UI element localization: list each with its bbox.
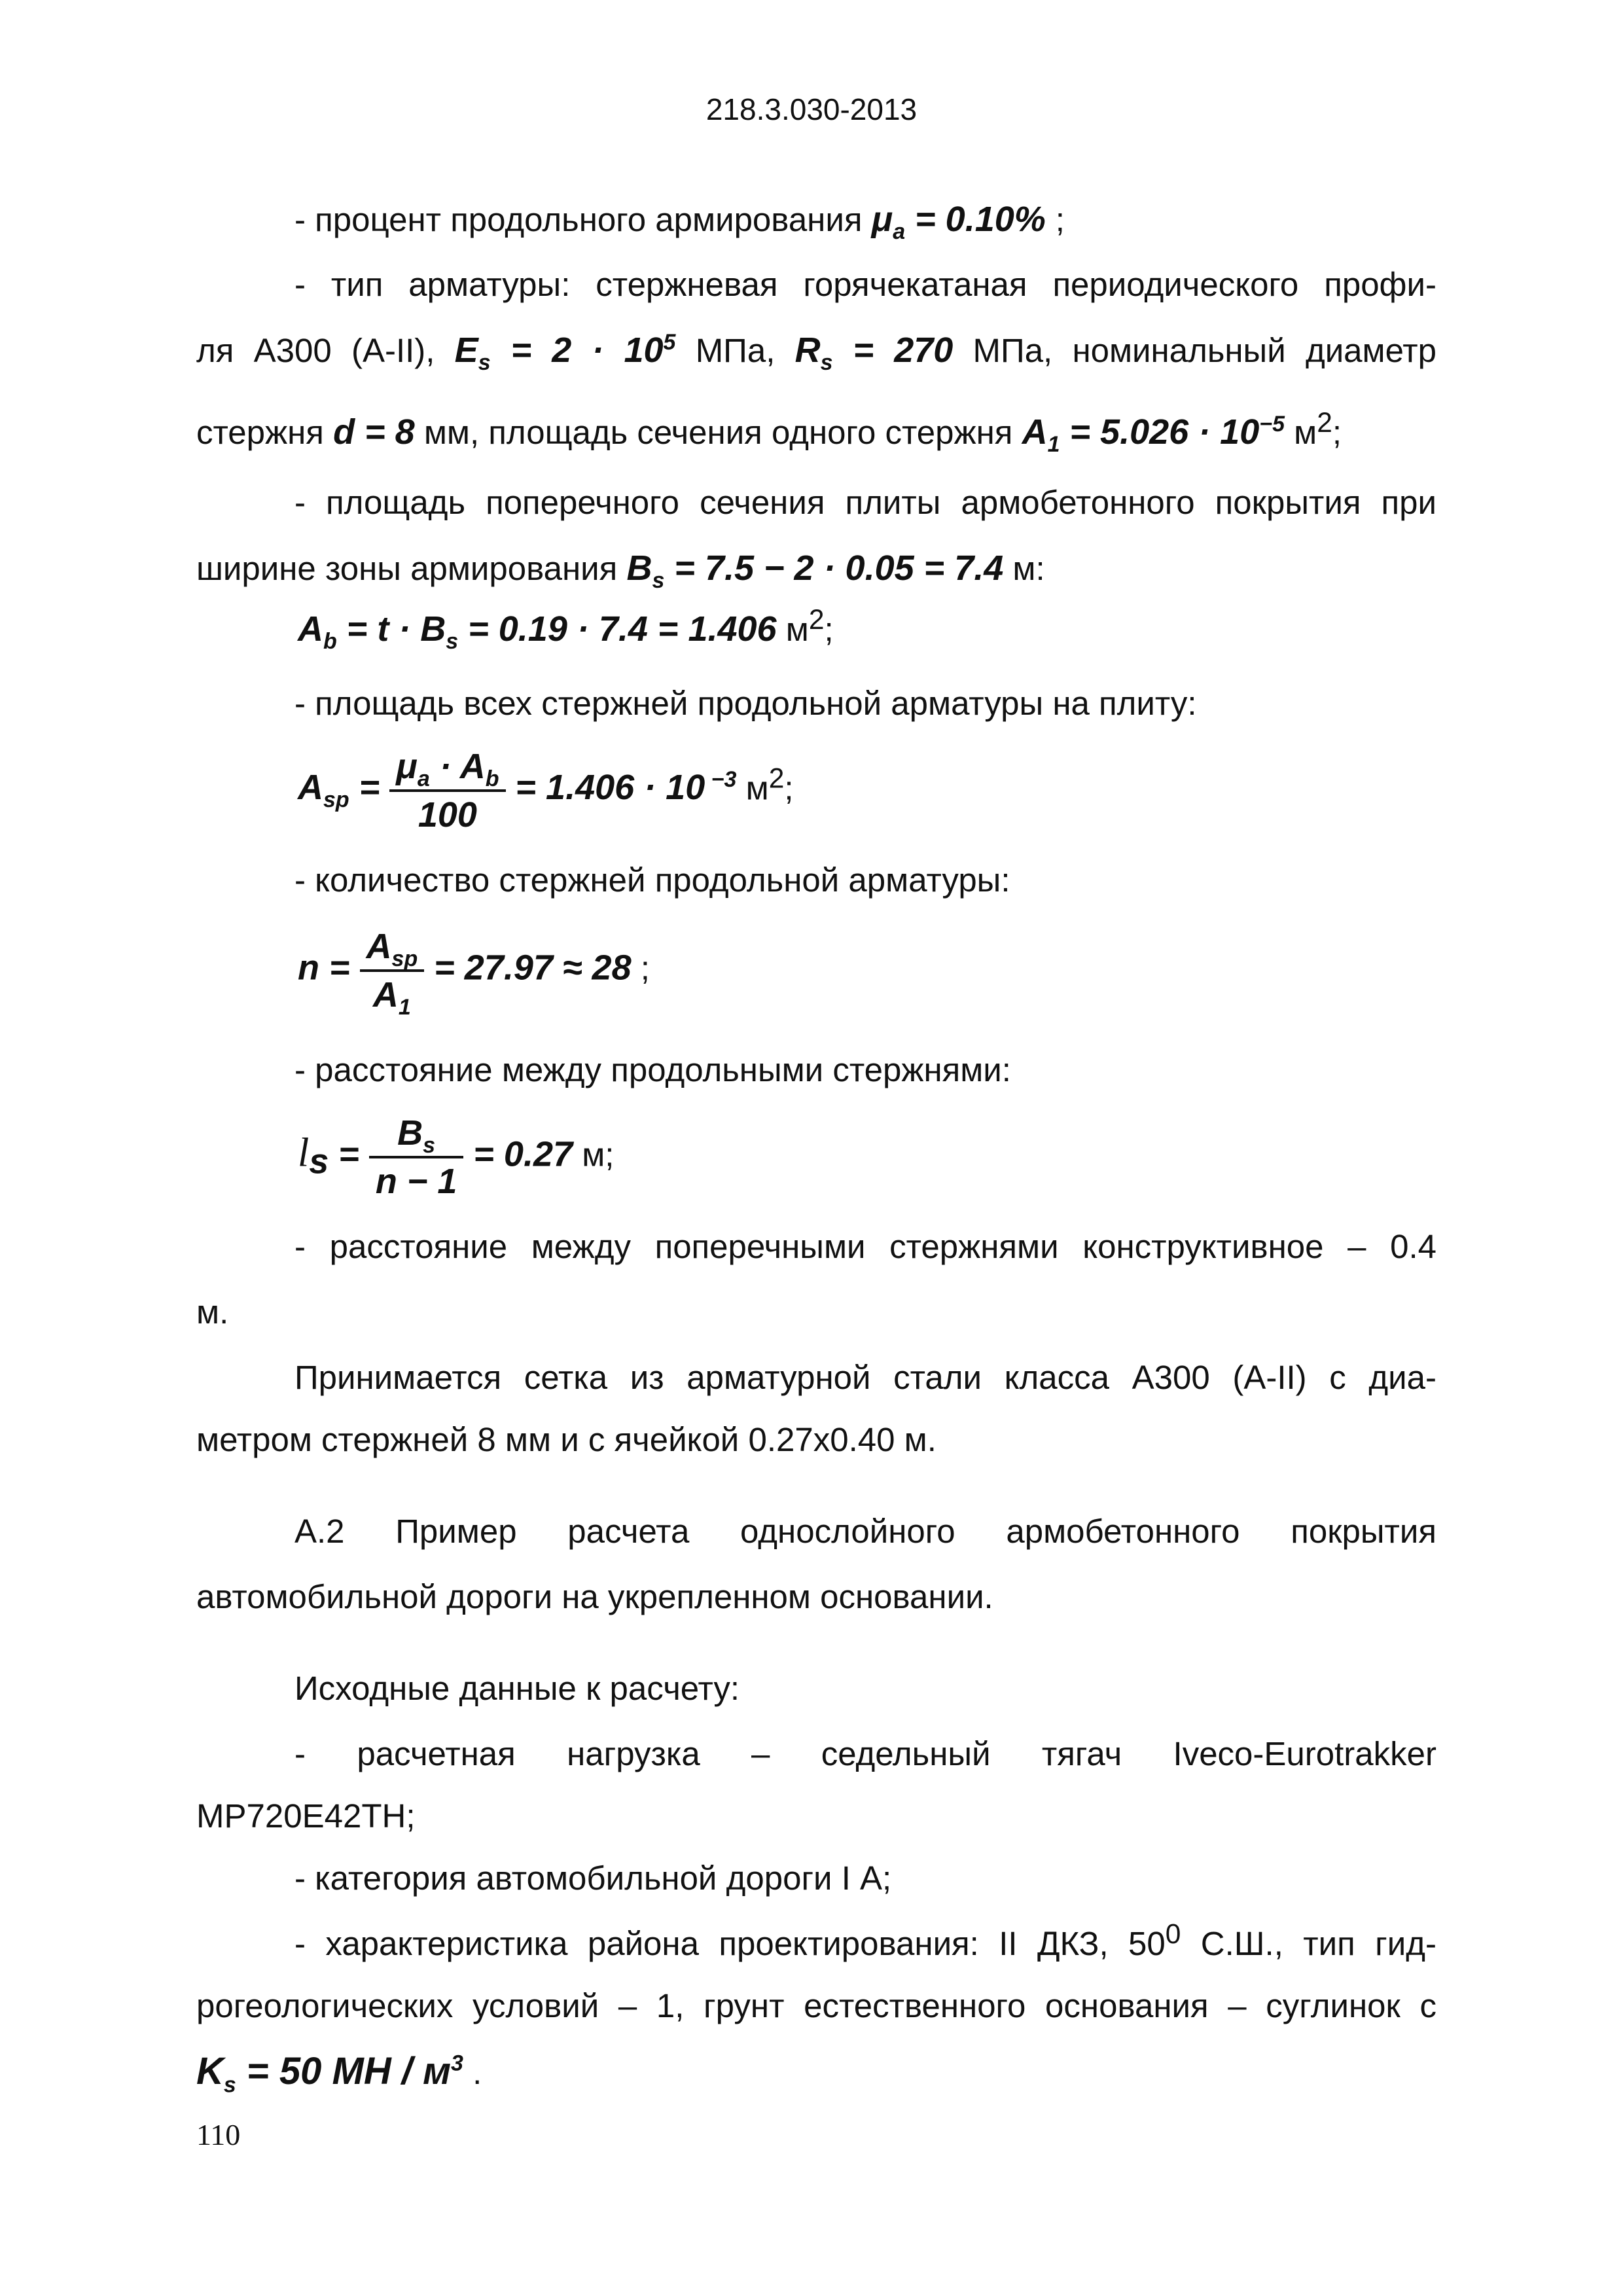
paragraph-long-spacing: - расстояние между продольными стержнями: [294, 1051, 1011, 1088]
fraction: $\frac{\mu_a \cdot A_b}{100}$ [389, 746, 505, 835]
paragraph-all-rods: - площадь всех стержней продольной арматуры на плиту: [294, 685, 1197, 722]
text: - процент продольного армирования [294, 201, 872, 238]
paragraph-zone-width: ширине зоны армирования $B_s = 7.5 - 2 \cdot 0.05 = 7.4$ м: [196, 548, 1045, 593]
paragraph-road-category: - категория автомобильной дороги I А; [294, 1859, 892, 1897]
paragraph-section-area: - площадь поперечного сечения плиты армобетонного покрытия при [294, 484, 1436, 521]
paragraph-mesh: Принимается сетка из арматурной стали класса А300 (А-II) с диа- [294, 1359, 1436, 1396]
formula-Es: $E_s = 2 \cdot 10^5$ [454, 330, 676, 375]
paragraph-input-data: Исходные данные к расчету: [294, 1670, 740, 1707]
equation-Ab: $A_b = t \cdot B_s = 0.19 \cdot 7.4 = 1.406$ $м^2$; [298, 605, 834, 654]
formula-Bs: $B_s = 7.5 - 2 \cdot 0.05 = 7.4$ [626, 548, 1004, 593]
equation-n: n = $\frac{A_{sp}}{A_1}$ = 27.97 ≈ 28 ; [298, 927, 650, 1020]
formula-Rs: $R_s = 270$ [794, 331, 954, 375]
paragraph-load-cont: MP720E42TH; [196, 1797, 416, 1835]
equation-ls: $l_s$ = $\frac{B_s}{n - 1}$ = 0.27 м; [298, 1113, 615, 1201]
formula-mu: $\mu_a = 0.10\%$ [871, 200, 1056, 244]
paragraph-rebar-props: ля А300 (А-II), $E_s = 2 \cdot 10^5$ МПа, $R_s = 270$ МПа, номинальный диаметр [196, 330, 1437, 375]
fraction: $\frac{B_s}{n - 1}$ [369, 1113, 464, 1202]
fraction: $\frac{A_{sp}}{A_1}$ [360, 926, 425, 1015]
formula-Ks: $K_s = 50$ MH / $м^3$ . [196, 2050, 482, 2098]
paragraph-rod-count: - количество стержней продольной арматуры: [294, 861, 1010, 899]
paragraph-rebar-type: - тип арматуры: стержневая горячекатаная периодического профи- [294, 266, 1436, 303]
paragraph-load: - расчетная нагрузка – седельный тягач Iveco-Eurotrakker [294, 1735, 1436, 1772]
paragraph-mesh-cont: метром стержней 8 мм и с ячейкой 0.27х0.40 м. [196, 1421, 936, 1458]
paragraph-rod-area: стержня d = 8 мм, площадь сечения одного стержня $A_1 = 5.026 \cdot 10^{-5}$ $м^2$; [196, 408, 1342, 457]
formula-d: d = 8 [333, 412, 415, 452]
section-heading-a2: А.2 Пример расчета однослойного армобетонного покрытия [294, 1513, 1436, 1550]
equation-Asp: $A_{sp}$ = $\frac{\mu_a \cdot A_b}{100}$ = 1.406 · 10 $^{-3}$ $м^2$; [298, 747, 794, 834]
page-number: 110 [196, 2118, 241, 2151]
paragraph-region-cont: рогеологических условий – 1, грунт естественного основания – суглинок с [196, 1987, 1436, 2024]
formula-A1: $A_1 = 5.026 \cdot 10^{-5}$ [1022, 412, 1285, 457]
section-heading-a2-cont: автомобильной дороги на укрепленном основании. [196, 1578, 993, 1615]
paragraph-reinforcement-percent: - процент продольного армирования $\mu_a = 0.10\%$ ; [294, 200, 1065, 244]
paragraph-region: - характеристика района проектирования: II ДКЗ, $50^0$ С.Ш., тип гид- [294, 1919, 1436, 1962]
document-header: 218.3.030-2013 [705, 92, 918, 126]
paragraph-cross-spacing-cont: м. [196, 1293, 229, 1331]
paragraph-cross-spacing: - расстояние между поперечными стержнями конструктивное – 0.4 [294, 1228, 1436, 1265]
